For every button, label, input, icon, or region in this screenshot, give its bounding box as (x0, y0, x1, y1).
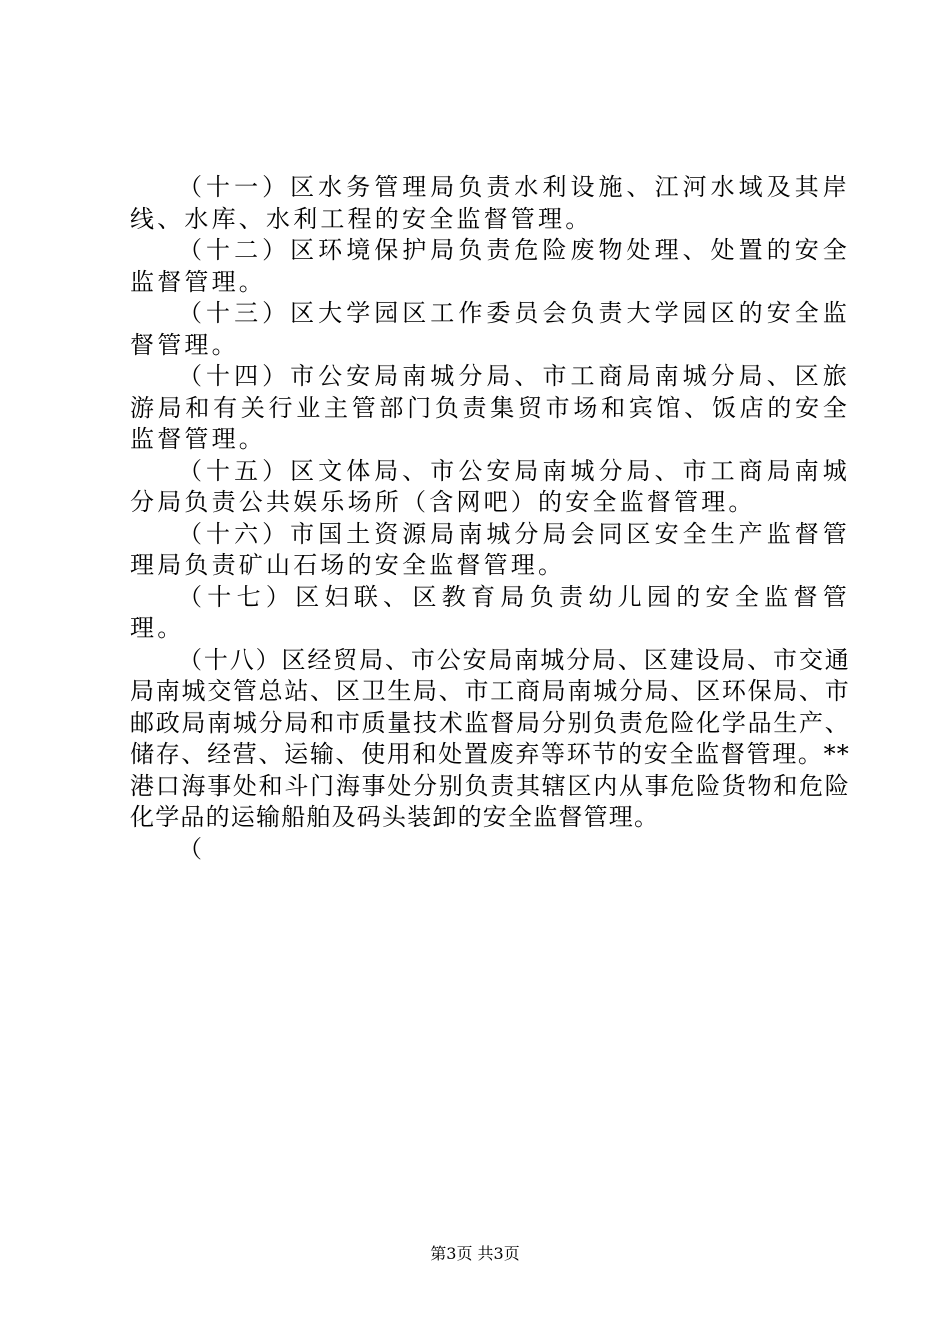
paragraph-13: （十三）区大学园区工作委员会负责大学园区的安全监督管理。 (130, 299, 850, 359)
paragraph-19-fragment: （ (178, 834, 206, 863)
paragraph-14: （十四）市公安局南城分局、市工商局南城分局、区旅游局和有关行业主管部门负责集贸市场和宾馆、饭店的安全监督管理。 (130, 362, 850, 453)
paragraph-17: （十七）区妇联、区教育局负责幼儿园的安全监督管理。 (130, 582, 850, 642)
paragraph-11: （十一）区水务管理局负责水利设施、江河水域及其岸线、水库、水利工程的安全监督管理。 (130, 173, 850, 233)
paragraph-18: （十八）区经贸局、市公安局南城分局、区建设局、市交通局南城交管总站、区卫生局、市工商局南城分局、区环保局、市邮政局南城分局和市质量技术监督局分别负责危险化学品生产、储存、经营、运输、使用和处置废弃等环节的安全监督管理。**港口海事处和斗门海事处分别负责其辖区内从事危险货物和危险化学品的运输船舶及码头装卸的安全监督管理。 (130, 645, 850, 831)
page-number-footer: 第3页 共3页 (430, 1244, 520, 1263)
document-body (130, 172, 850, 865)
paragraph-16: （十六）市国土资源局南城分局会同区安全生产监督管理局负责矿山石场的安全监督管理。 (130, 519, 850, 579)
paragraph-15: （十五）区文体局、市公安局南城分局、市工商局南城分局负责公共娱乐场所（含网吧）的安全监督管理。 (130, 456, 850, 516)
paragraph-12: （十二）区环境保护局负责危险废物处理、处置的安全监督管理。 (130, 236, 850, 296)
